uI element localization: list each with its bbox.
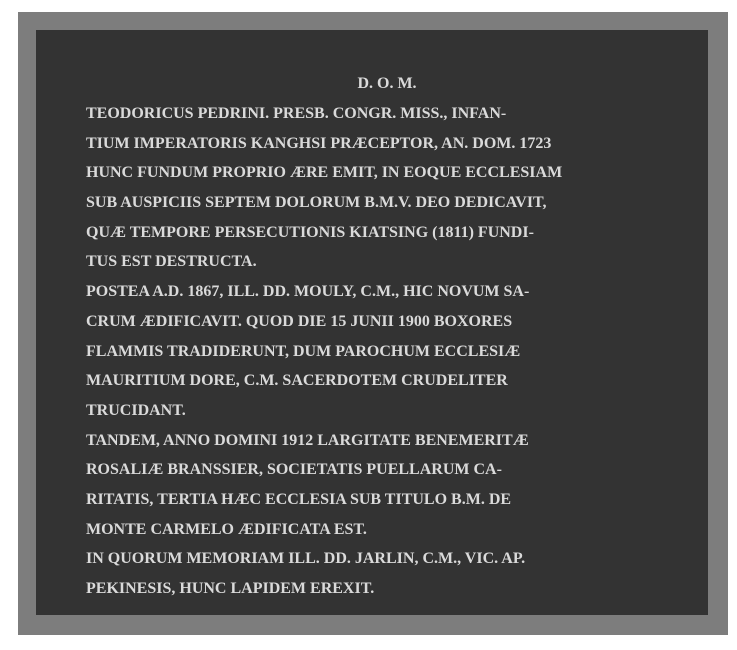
inscription-line-10: MAURITIUM DORE, C.M. SACERDOTEM CRUDELITER — [86, 372, 508, 390]
inscription-line-4: SUB AUSPICIIS SEPTEM DOLORUM B.M.V. DEO DEDICAVIT, — [86, 194, 547, 212]
inscription-line-12: TANDEM, ANNO DOMINI 1912 LARGITATE BENEMERITÆ — [86, 431, 529, 449]
inscription-text — [86, 74, 686, 609]
inscription-line-3: HUNC FUNDUM PROPRIO ÆRE EMIT, IN EOQUE ECCLESIAM — [86, 164, 563, 182]
inscription-line-17: PEKINESIS, HUNC LAPIDEM EREXIT. — [86, 580, 375, 597]
stone-plaque — [36, 30, 708, 615]
inscription-heading: D. O. M. — [357, 75, 417, 92]
inscription-line-7: POSTEA A.D. 1867, ILL. DD. MOULY, C.M., HIC NOVUM SA- — [86, 283, 530, 301]
inscription-line-16: IN QUORUM MEMORIAM ILL. DD. JARLIN, C.M., VIC. AP. — [86, 550, 526, 568]
inscription-line-11: TRUCIDANT. — [86, 401, 186, 419]
inscription-line-1: TEODORICUS PEDRINI. PRESB. CONGR. MISS., INFAN- — [86, 105, 507, 122]
inscription-line-14: RITATIS, TERTIA HÆC ECCLESIA SUB TITULO B.M. DE — [86, 490, 512, 508]
inscription-line-2: TIUM IMPERATORIS KANGHSI PRÆCEPTOR, AN. DOM. 1723 — [86, 134, 552, 152]
inscription-line-15: MONTE CARMELO ÆDIFICATA EST. — [86, 520, 367, 538]
plaque-frame — [18, 12, 728, 635]
inscription-line-5: QUÆ TEMPORE PERSECUTIONIS KIATSING (1811) FUNDI- — [86, 223, 534, 241]
inscription-line-9: FLAMMIS TRADIDERUNT, DUM PAROCHUM ECCLESIÆ — [86, 342, 521, 360]
inscription-line-13: ROSALIÆ BRANSSIER, SOCIETATIS PUELLARUM CA- — [86, 461, 502, 479]
inscription-line-8: CRUM ÆDIFICAVIT. QUOD DIE 15 JUNII 1900 BOXORES — [86, 312, 513, 330]
inscription-line-6: TUS EST DESTRUCTA. — [86, 253, 257, 271]
